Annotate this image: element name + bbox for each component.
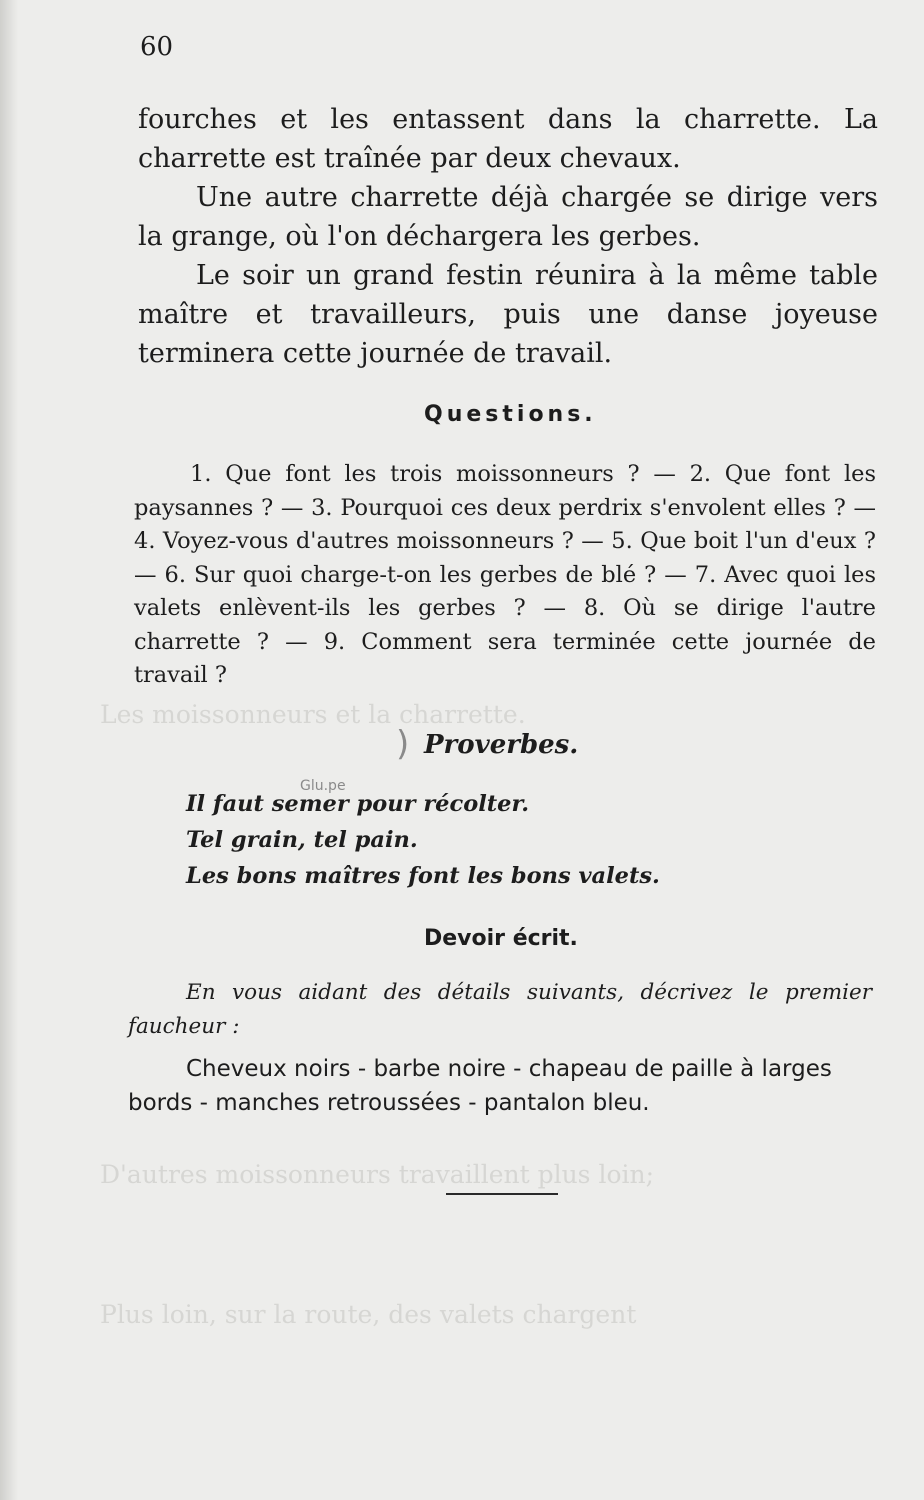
devoir-heading: Devoir écrit. [424, 926, 578, 951]
questions-list [134, 458, 876, 693]
pencil-mark: ) [396, 724, 410, 764]
questions-heading: Questions. [424, 402, 597, 427]
devoir-instruction [128, 976, 872, 1044]
proverbs-list [186, 786, 660, 894]
bleed-through-text: Les moissonneurs et la charrette. [100, 700, 526, 729]
proverb-1: Il faut semer pour récolter. [186, 791, 530, 817]
bleed-through-text: D'autres moissonneurs travaillent plus loin; [100, 1160, 655, 1189]
end-rule [446, 1193, 558, 1195]
bleed-through-text: Plus loin, sur la route, des valets chargent [100, 1300, 637, 1329]
questions-text: 1. Que font les trois moissonneurs ? — 2. Que font les paysannes ? — 3. Pourquoi ces deux perdrix s'envolent elles ? — 4. Voyez-vous d'autres moissonneurs ? — 5. Que boit l'un d'eux ? — 6. Sur quoi charge-t-on les gerbes de blé ? — 7. Avec quoi les valets enlèvent-ils les gerbes ? — 8. Où se dirige l'autre charrette ? — 9. Comment sera terminée cette journée de travail ? [134, 461, 876, 688]
page-gutter-shadow [0, 0, 18, 1500]
pencil-annotation: Glu.pe [300, 778, 346, 794]
paragraph-2: Une autre charrette déjà chargée se dirige vers la grange, où l'on déchargera les gerbes. [138, 182, 878, 252]
paragraph-3: Le soir un grand festin réunira à la même table maître et travailleurs, puis une danse joyeuse terminera cette journée de travail. [138, 260, 878, 369]
main-paragraphs [138, 100, 878, 373]
page-number: 60 [140, 32, 174, 62]
paragraph-1: fourches et les entassent dans la charrette. La charrette est traînée par deux chevaux. [138, 104, 878, 174]
proverb-3: Les bons maîtres font les bons valets. [186, 863, 660, 889]
details-text: Cheveux noirs - barbe noire - chapeau de paille à larges bords - manches retroussées - pantalon bleu. [128, 1056, 832, 1116]
proverbs-heading: Proverbes. [424, 730, 579, 760]
devoir-details [128, 1052, 876, 1120]
instruction-text: En vous aidant des détails suivants, décrivez le premier faucheur : [128, 980, 872, 1039]
proverb-2: Tel grain, tel pain. [186, 827, 418, 853]
